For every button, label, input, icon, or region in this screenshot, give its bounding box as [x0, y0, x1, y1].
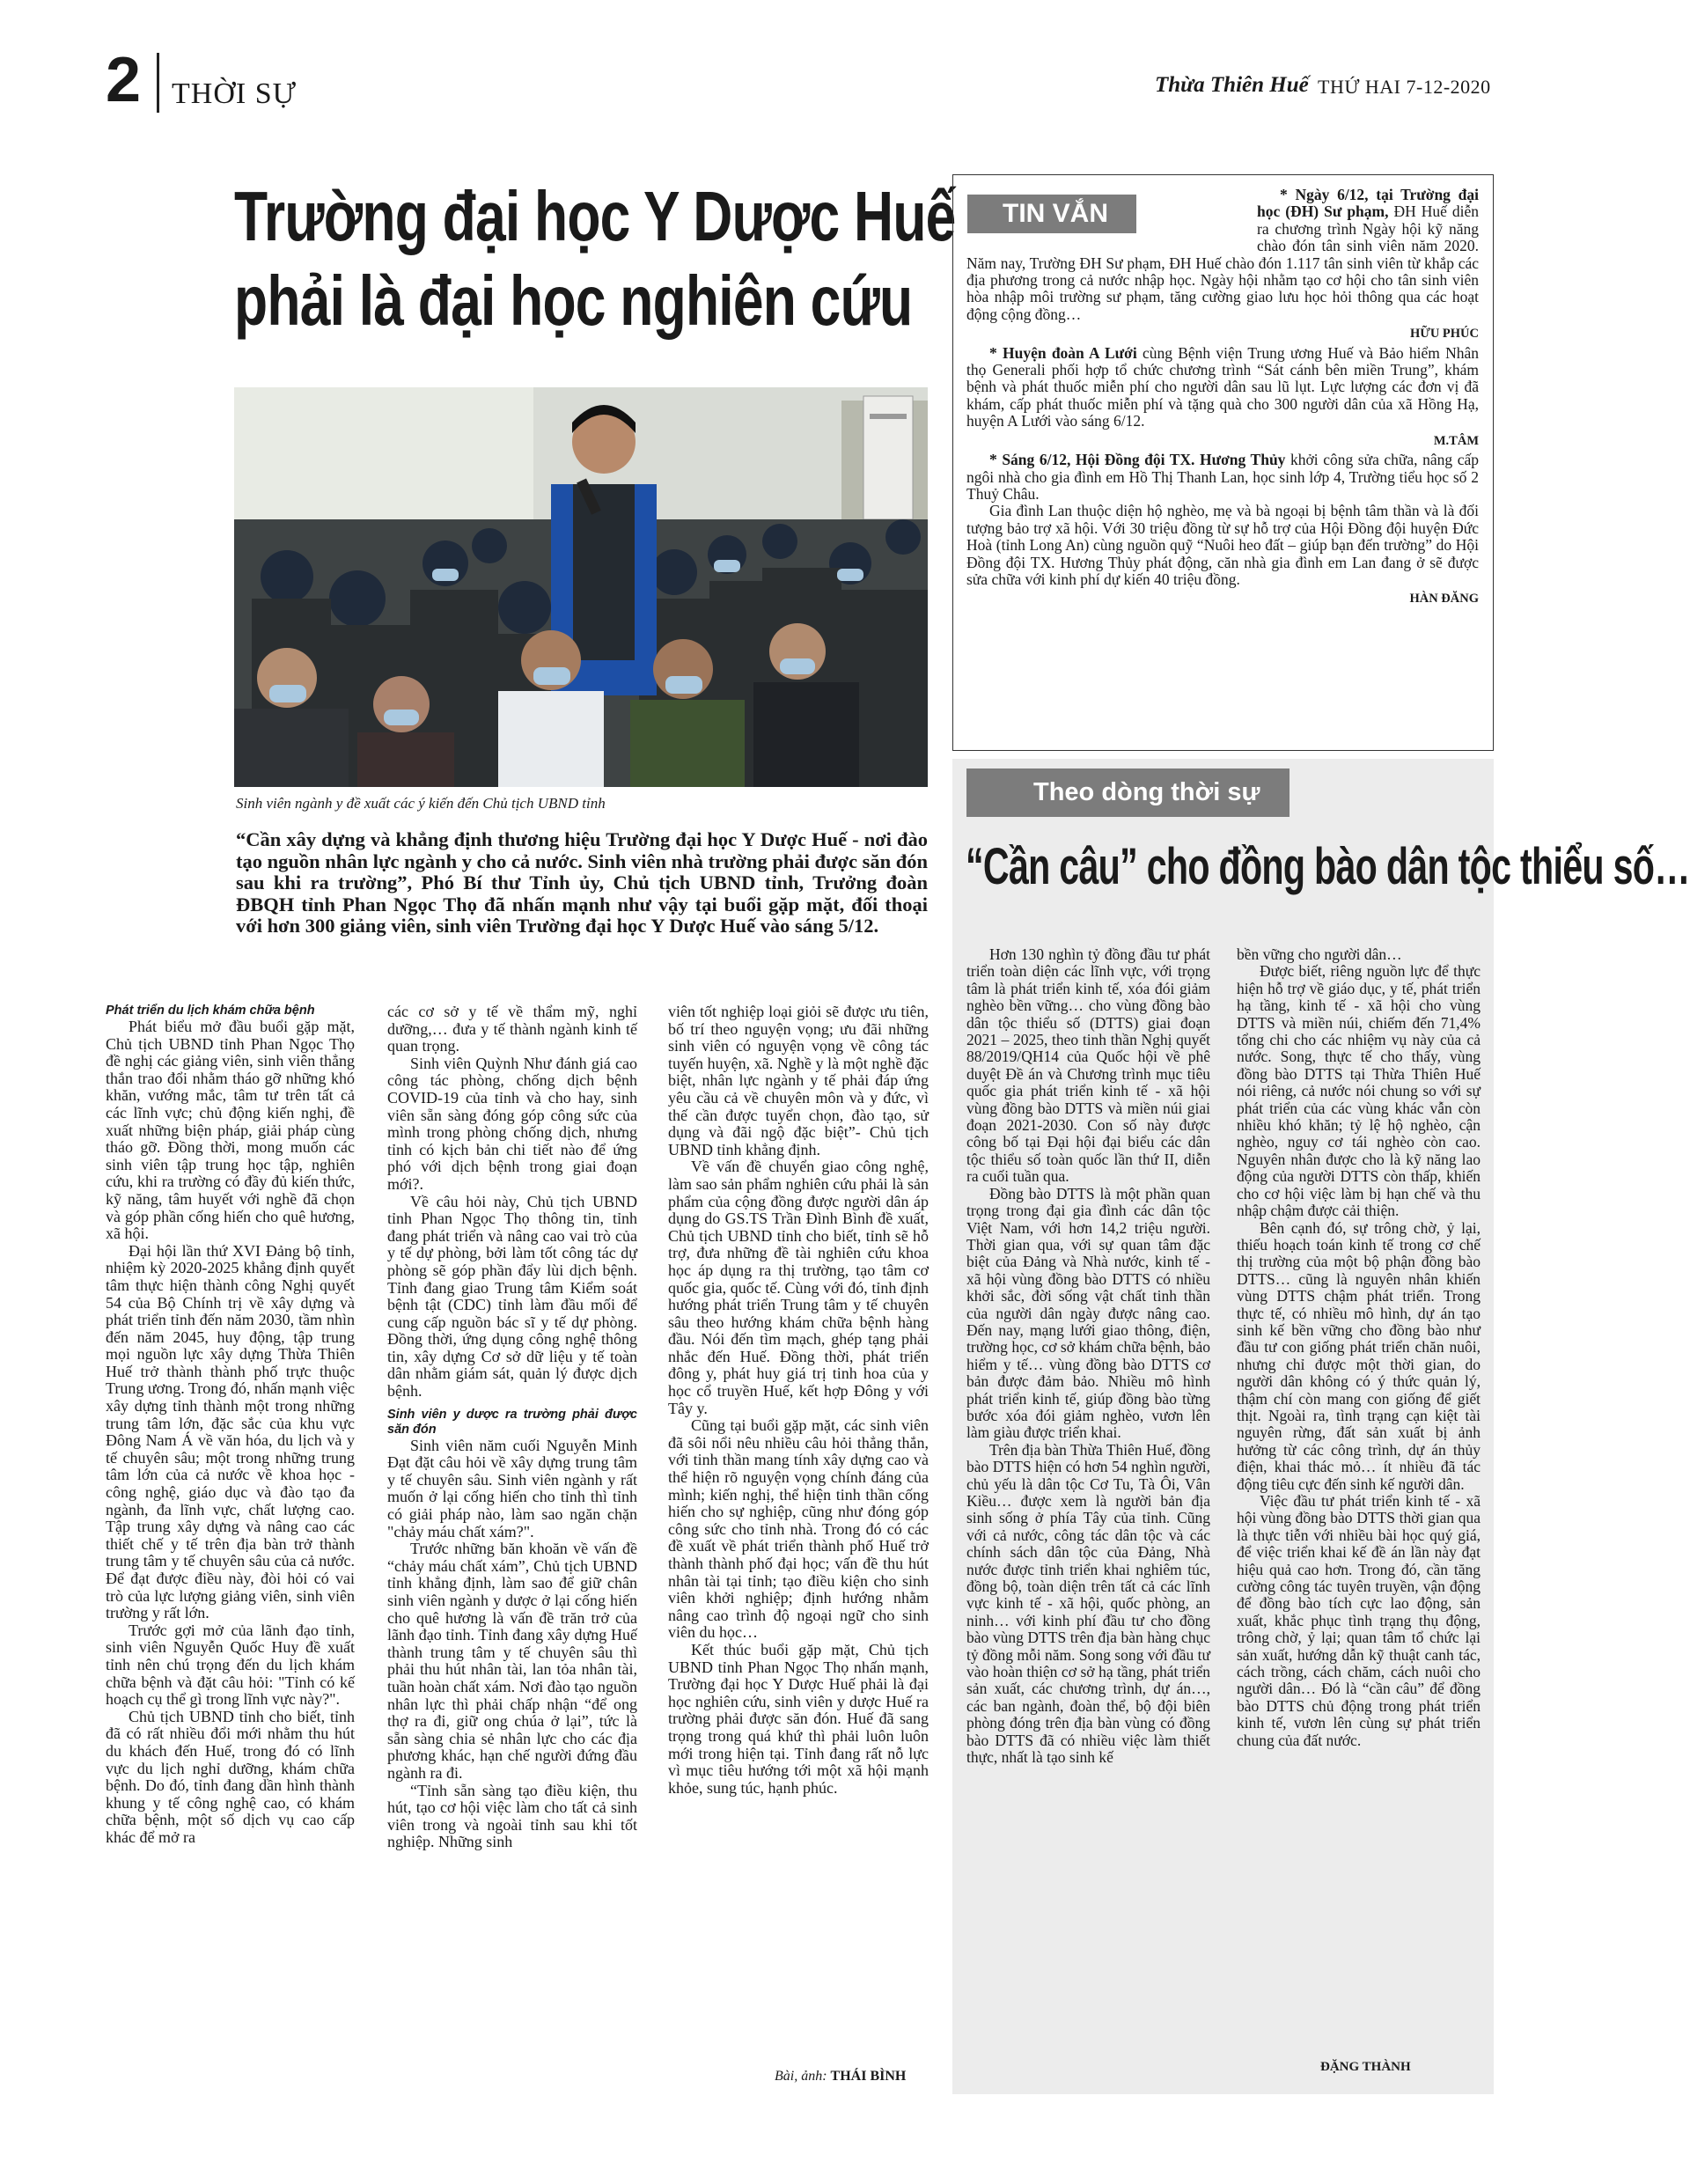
paragraph: Sinh viên năm cuối Nguyễn Minh Đạt đặt câu hỏi về xây dựng trung tâm y tế chuyên sâu. Sinh viên ngành y rất muốn ở lại cống hiến cho tỉnh thì tỉnh có giải pháp nào, làm sao ngăn chặn "chảy máu chất xám?".	[387, 1436, 637, 1541]
brief-2-text: cùng Bệnh viện Trung ương Huế và Bảo hiểm Nhân thọ Generali phối hợp tổ chức chương trình “Sát cánh bên miền Trung”, khám bệnh và phát thuốc miễn phí cho người dân sau lũ lụt. Lực lượng các đơn vị đã khám, cấp phát thuốc miễn phí và tặng quà cho 300 người dân của xã Hồng Hạ, huyện A Lưới vào sáng 6/12.	[966, 343, 1480, 430]
paragraph: Đại hội lần thứ XVI Đảng bộ tỉnh, nhiệm kỳ 2020-2025 khẳng định quyết tâm thực hiện thành công Nghị quyết 54 của Bộ Chính trị về xây dựng và phát triển tỉnh đến năm 2030, tầm nhìn đến năm 2045, huy động, tập trung mọi nguồn lực xây dựng Thừa Thiên Huế trở thành thành phố trực thuộc Trung ương. Trong đó, nhấn mạnh việc xây dựng tỉnh thành một trong những trung tâm lớn, đặc sắc của khu vực Đông Nam Á về văn hóa, du lịch và y tế chuyên sâu; một trong những trung tâm lớn của cả nước về khoa học - công nghệ, giáo dục và đào tạo đa ngành, đa lĩnh vực, chất lượng cao. Tập trung xây dựng và nâng cao các thiết chế y tế trên địa bàn trở thành trung tâm y tế chuyên sâu của cả nước. Để đạt được điều này, đòi hỏi có vai trò của lực lượng giảng viên, sinh viên trường y rất lớn.	[106, 1241, 355, 1622]
paragraph: viên tốt nghiệp loại giỏi sẽ được ưu tiên, bố trí theo nguyện vọng; ưu đãi những sinh viên có nguyện vọng về công tác tuyến huyện, xã. Nghề y là một nghề đặc biệt, nhân lực ngành y tế phải đáp ứng yêu cầu cả về chuyên môn và y đức, vì thế cần được tuyển chọn, đào tạo, sử dụng và đãi ngộ đặc biệt”- Chủ tịch UBND tỉnh khẳng định.	[668, 1003, 929, 1158]
paragraph: Cũng tại buổi gặp mặt, các sinh viên đã sôi nổi nêu nhiều câu hỏi thẳng thắn, với tinh thần mang tính xây dựng cao và thể hiện rõ nguyện vọng chính đáng của mình; kiến nghị, thể hiện tinh thần cống hiến cho sự nghiệp, cũng như đóng góp công sức cho tỉnh nhà. Trong đó có các đề xuất về phát triển thành phố Huế trở thành thành phố đại học; vấn đề thu hút nhân tài tại tỉnh; tạo điều kiện cho sinh viên khởi nghiệp; định hướng nhằm nâng cao trình độ ngoại ngữ cho sinh viên du học…	[668, 1416, 929, 1642]
article-column-1	[106, 1004, 355, 1847]
article-byline	[775, 2069, 906, 2085]
paragraph: các cơ sở y tế về thẩm mỹ, nghỉ dưỡng,… đưa y tế thành ngành kinh tế quan trọng.	[387, 1003, 637, 1055]
paragraph: Phát biểu mở đầu buổi gặp mặt, Chủ tịch UBND tỉnh Phan Ngọc Thọ đề nghị các giảng viên, sinh viên thẳng thắn trao đổi nhằm tháo gỡ những khó khăn, vướng mắc, tâm tư trên tất cả các lĩnh vực; chủ động kiến nghị, đề xuất những biện pháp, giải pháp cùng tháo gỡ. Đồng thời, mong muốn các sinh viên tập trung học tập, nghiên cứu, khi ra trường có đầy đủ kiến thức, kỹ năng, tâm huyết với nghề đã chọn và góp phần cống hiến cho quê hương, xã hội.	[106, 1018, 355, 1243]
paragraph: Trên địa bàn Thừa Thiên Huế, đồng bào DTTS hiện có hơn 54 nghìn người, chủ yếu là dân tộc Cơ Tu, Tà Ôi, Vân Kiều… được xem là người bản địa sinh sống ở phía Tây của tỉnh. Cũng với cả nước, công tác dân tộc và các chính sách dân tộc của Đảng, Nhà nước được tỉnh triển khai nghiêm túc, đồng bộ, toàn diện trên tất cả các lĩnh vực kinh tế - xã hội, quốc phòng, an ninh… với kinh phí đầu tư cho đồng bào vùng DTTS trên địa bàn hàng chục tỷ đồng mỗi năm. Song song với đầu tư vào hoàn thiện cơ sở hạ tầng, phát triển sản xuất, các chương trình, dự án…, các ban ngành, đoàn thể, bộ đội biên phòng đóng trên địa bàn vùng có đồng bào DTTS đã có nhiều việc làm thiết thực, nhất là tạo sinh kế	[966, 1440, 1210, 1767]
paragraph: Sinh viên Quỳnh Như đánh giá cao công tác phòng, chống dịch bệnh COVID-19 của tỉnh và cho hay, sinh viên sẵn sàng đóng góp công sức của mình trong phòng chống dịch, nhưng tỉnh có kịch bản chi tiết nào để ứng phó với dịch bệnh trong giai đoạn mới?.	[387, 1054, 637, 1193]
article-title-line-1: Trường đại học Y Dược Huế	[234, 177, 956, 255]
paragraph: Trước những băn khoăn về vấn đề “chảy máu chất xám”, Chủ tịch UBND tỉnh khẳng định, làm sao để giữ chân sinh viên ngành y dược ở lại cống hiến cho quê hương là vấn đề trăn trở của lãnh đạo tỉnh. Tỉnh đang xây dựng Huế thành trung tâm y tế chuyên sâu thì phải thu hút nhân tài, lan tỏa nhân tài, tuần hoàn chất xám. Nơi đào tạo nguồn nhân lực thì phải chấp nhận “để ong thợ ra đi, giữ ong chúa ở lại”, tức là sẵn sàng chia sẻ nhân lực cho các địa phương khác, hạn chế người đứng đầu ngành ra đi.	[387, 1540, 637, 1782]
article-title	[234, 174, 956, 343]
news-brief-tag: TIN VẮN	[967, 195, 1136, 233]
paragraph: bền vững cho người dân…	[1237, 945, 1402, 963]
newspaper-name: Thừa Thiên Huế	[1155, 73, 1309, 97]
article-photo	[234, 387, 928, 787]
page-number: 2	[106, 45, 142, 115]
commentary-signature: ĐẶNG THÀNH	[1320, 2060, 1411, 2074]
subheading-tourism: Phát triển du lịch khám chữa bệnh	[106, 1004, 315, 1018]
brief-2-signature: M.TÂM	[1433, 433, 1479, 448]
brief-3-text: khởi công sửa chữa, nâng cấp ngôi nhà cho gia đình em Hồ Thị Thanh Lan, học sinh lớp 4, Trường tiểu học số 2 Thuỷ Châu.	[966, 451, 1479, 503]
brief-1-signature: HỮU PHÚC	[1410, 327, 1479, 342]
paragraph: Kết thúc buổi gặp mặt, Chủ tịch UBND tỉnh Phan Ngọc Thọ nhấn mạnh, Trường đại học Y Dược Huế phải là đại học nghiên cứu, sinh viên y dược Huế ra trường phải được săn đón. Huế đã sang trọng trong quá khứ thì phải luôn luôn mới trong hiện tại. Tỉnh đang rất nỗ lực vì mục tiêu hướng tới một xã hội mạnh khỏe, sung túc, hạnh phúc.	[668, 1640, 929, 1797]
news-brief-body	[966, 187, 1479, 610]
paragraph: “Tỉnh sẵn sàng tạo điều kiện, thu hút, tạo cơ hội việc làm cho tất cả sinh viên trong và ngoài tỉnh sau khi tốt nghiệp. Những sinh	[387, 1781, 637, 1851]
section-title: THỜI SỰ	[172, 77, 297, 110]
paragraph: Hơn 130 nghìn tỷ đồng đầu tư phát triển toàn diện các lĩnh vực, với trọng tâm là phát triển kinh tế, xóa đói giảm nghèo bền vững… cho vùng đồng bào dân tộc thiểu số (DTTS) giai đoạn 2021 – 2025, theo tinh thần Nghị quyết 88/2019/QH14 của Quốc hội về phê duyệt Đề án và Chương trình mục tiêu quốc gia phát triển kinh tế - xã hội vùng đồng bào DTTS và miền núi giai đoạn 2021-2030. Con số này được công bố tại Đại hội đại biểu các dân tộc thiểu số toàn quốc lần thứ II, diễn ra cuối tuần qua.	[966, 945, 1210, 1186]
paragraph: Đồng bào DTTS là một phần quan trọng trong đại gia đình các dân tộc Việt Nam, với hơn 14,2 triệu người. Thời gian qua, với sự quan tâm đặc biệt của Đảng và Nhà nước, kinh tế - xã hội vùng đồng bào DTTS có nhiều khởi sắc, đời sống vật chất tinh thần của người dân ngày được nâng cao. Đến nay, mạng lưới giao thông, điện, trường học, cơ sở khám chữa bệnh, bảo hiểm y tế… vùng đồng bào DTTS cơ bản được đảm bảo. Nhiều mô hình phát triển kinh tế, giúp đồng bào từng bước xóa đói giảm nghèo, vươn lên làm giàu được triển khai.	[966, 1184, 1210, 1442]
paragraph: Được biết, riêng nguồn lực để thực hiện hỗ trợ về giáo dục, y tế, phát triển hạ tầng, kinh tế - xã hội cho vùng DTTS và miền núi, chiếm đến 71,4% tổng chi cho các nhiệm vụ này của cả nước. Song, thực tế cho thấy, vùng đồng bào DTTS tại Thừa Thiên Huế nói riêng, cả nước nói chung so với sự phát triển của các vùng khác vẫn còn nhiều khó khăn; tỷ lệ hộ nghèo, cận nghèo, nguy cơ tái nghèo còn cao. Nguyên nhân được cho là kỹ năng lao động của người DTTS còn thấp, khiến cho cơ hội việc làm bị hạn chế và thu nhập chậm được cải thiện.	[1237, 962, 1481, 1220]
paragraph: Bên cạnh đó, sự trông chờ, ỷ lại, thiếu hoạch toán kinh tế trong cơ chế thị trường của một bộ phận đồng bào DTTS… cũng là nguyên nhân khiến vùng DTTS chậm phát triển. Trong thực tế, có nhiều mô hình, dự án tạo sinh kế bền vững cho đồng bào như đầu tư con giống phát triển chăn nuôi, nhưng chỉ được một thời gian, do người dân không có ý thức quản lý, thậm chí còn mang con giống để giết thịt. Ngoài ra, tình trạng cạn kiệt tài nguyên rừng, đất sản xuất bị ảnh hưởng từ các công trình, dự án thủy điện, khai thác mỏ… ít nhiều đã tác động tiêu cực đến sinh kế người dân.	[1237, 1218, 1481, 1493]
students-photo-illustration	[234, 387, 928, 787]
issue-date: THỨ HAI 7-12-2020	[1318, 76, 1491, 98]
brief-3-signature: HÀN ĐĂNG	[1409, 592, 1479, 607]
commentary-tag: Theo dòng thời sự	[966, 768, 1290, 817]
byline-prefix: Bài, ảnh:	[775, 2069, 827, 2084]
header-divider	[157, 53, 159, 113]
photo-caption: Sinh viên ngành y đề xuất các ý kiến đến Chủ tịch UBND tỉnh	[236, 795, 606, 812]
brief-3-lead: * Sáng 6/12, Hội Đồng đội TX. Hương Thủy	[989, 451, 1286, 469]
commentary-title: “Cần câu” cho đồng bào dân tộc thiểu số…	[966, 838, 1690, 895]
article-title-line-2: phải là đại học nghiên cứu	[234, 261, 913, 340]
tag-spacer	[966, 187, 1257, 239]
paragraph: Chủ tịch UBND tỉnh cho biết, tỉnh đã có rất nhiều đổi mới nhằm thu hút du khách đến Huế, trong đó có lĩnh vực du lịch nghỉ dưỡng, khám chữa bệnh. Do đó, tỉnh đang dần hình thành khung y tế công nghệ cao, có khám chữa bệnh, một số dịch vụ cao cấp khác để mở ra	[106, 1707, 355, 1846]
paragraph: Trước gợi mở của lãnh đạo tỉnh, sinh viên Nguyễn Quốc Huy đề xuất tỉnh nên chú trọng đến du lịch khám chữa bệnh và đặt câu hỏi: "Tỉnh có kế hoạch cụ thể gì trong lĩnh vực này?".	[106, 1621, 355, 1709]
subheading-graduates: Sinh viên y dược ra trường phải được săn đón	[387, 1407, 637, 1437]
paragraph: Về vấn đề chuyển giao công nghệ, làm sao sản phẩm nghiên cứu phải là sản phẩm của cộng đồng được người dân áp dụng do GS.TS Trần Đình Bình đề xuất, Chủ tịch UBND tỉnh cho biết, tỉnh sẽ hỗ trợ, đưa những đề tài nghiên cứu khoa học áp dụng ra thị trường, tạo tâm cơ quốc gia, quốc tế. Cùng với đó, tỉnh định hướng phát triển Trung tâm y tế chuyên sâu theo hướng khám chữa bệnh hàng đầu. Nói đến tìm mạch, ghép tạng phải nhắc đến Huế. Đồng thời, phát triển đông y, phát huy giá trị tinh hoa của y học cổ truyền Huế, kết hợp Đông y với Tây y.	[668, 1158, 929, 1417]
commentary-column-1	[966, 946, 1210, 1767]
brief-1-text: ĐH Huế diễn ra chương trình Ngày hội kỹ năng chào đón tân sinh viên năm 2020. Năm nay, Trường ĐH Sư phạm, ĐH Huế chào đón 1.117 tân sinh viên từ khắp các địa phương trong cả nước nhập học. Ngày hội nhằm tạo cơ hội cho tân sinh viên hòa nhập môi trường sư phạm, tăng cường giao lưu học hỏi thông qua các hoạt động cộng đồng…	[966, 202, 1479, 323]
article-lede: “Cần xây dựng và khẳng định thương hiệu Trường đại học Y Dược Huế - nơi đào tạo nguồn nhân lực ngành y cho cả nước. Sinh viên nhà trường phải được săn đón sau khi ra trường”, Phó Bí thư Tỉnh ủy, Chủ tịch UBND tỉnh, Trưởng đoàn ĐBQH tỉnh Phan Ngọc Thọ đã nhấn mạnh như vậy tại buổi gặp mặt, đối thoại với hơn 300 giảng viên, sinh viên Trường đại học Y Dược Huế vào sáng 5/12.	[236, 828, 928, 937]
brief-1-lead: * Ngày 6/12, tại Trường đại học (ĐH) Sư phạm,	[1257, 186, 1479, 221]
brief-2-lead: * Huyện đoàn A Lưới	[989, 343, 1137, 362]
article-column-3	[668, 1004, 929, 1797]
article-column-2	[387, 1004, 637, 1851]
commentary-column-2	[1237, 946, 1481, 1749]
byline-author: THÁI BÌNH	[830, 2069, 907, 2084]
paragraph: Về câu hỏi này, Chủ tịch UBND tỉnh Phan Ngọc Thọ thông tin, tỉnh đang phát triển và nâng cao vai trò của y tế dự phòng, bởi làm tốt công tác dự phòng sẽ góp phần đẩy lùi dịch bệnh. Tỉnh đang giao Trung tâm Kiểm soát bệnh tật (CDC) tỉnh làm đầu mối để cung cấp nguồn bác sĩ y tế dự phòng. Đồng thời, ứng dụng công nghệ thông tin, xây dựng Cơ sở dữ liệu y tế toàn dân nhằm giám sát, quản lý được dịch bệnh.	[387, 1192, 637, 1401]
paragraph: Việc đầu tư phát triển kinh tế - xã hội vùng đồng bào DTTS thời gian qua là thực tiễn với nhiều bài học quý giá, để việc triển khai kế đề án lần này đạt hiệu quả cao hơn. Trong đó, cần tăng cường công tác tuyên truyền, vận động để đồng bào tích cực lao động, sản xuất, khắc phục tình trạng thụ động, trông chờ, ỷ lại; quan tâm tổ chức lại sản xuất, hướng dẫn kỹ thuật canh tác, cách trồng, cách chăm, cách nuôi cho người dân… Đó là “cần câu” để đồng bào DTTS chủ động trong phát triển kinh tế, vươn lên cùng sự phát triển chung của đất nước.	[1237, 1492, 1481, 1749]
brief-3-text-2: Gia đình Lan thuộc diện hộ nghèo, mẹ và bà ngoại bị bệnh tâm thần và là đối tượng bảo trợ xã hội. Với 30 triệu đồng từ sự hỗ trợ của Hội Đồng đội huyện Đức Hoà (tỉnh Long An) cùng nguồn quỹ “Nuôi heo đất – giúp bạn đến trường” do Hội Đồng đội TX. Hương Thủy phát động, căn nhà gia đình em Lan đang ở sẽ được sửa chữa với kinh phí dự kiến 40 triệu đồng.	[966, 502, 1479, 588]
